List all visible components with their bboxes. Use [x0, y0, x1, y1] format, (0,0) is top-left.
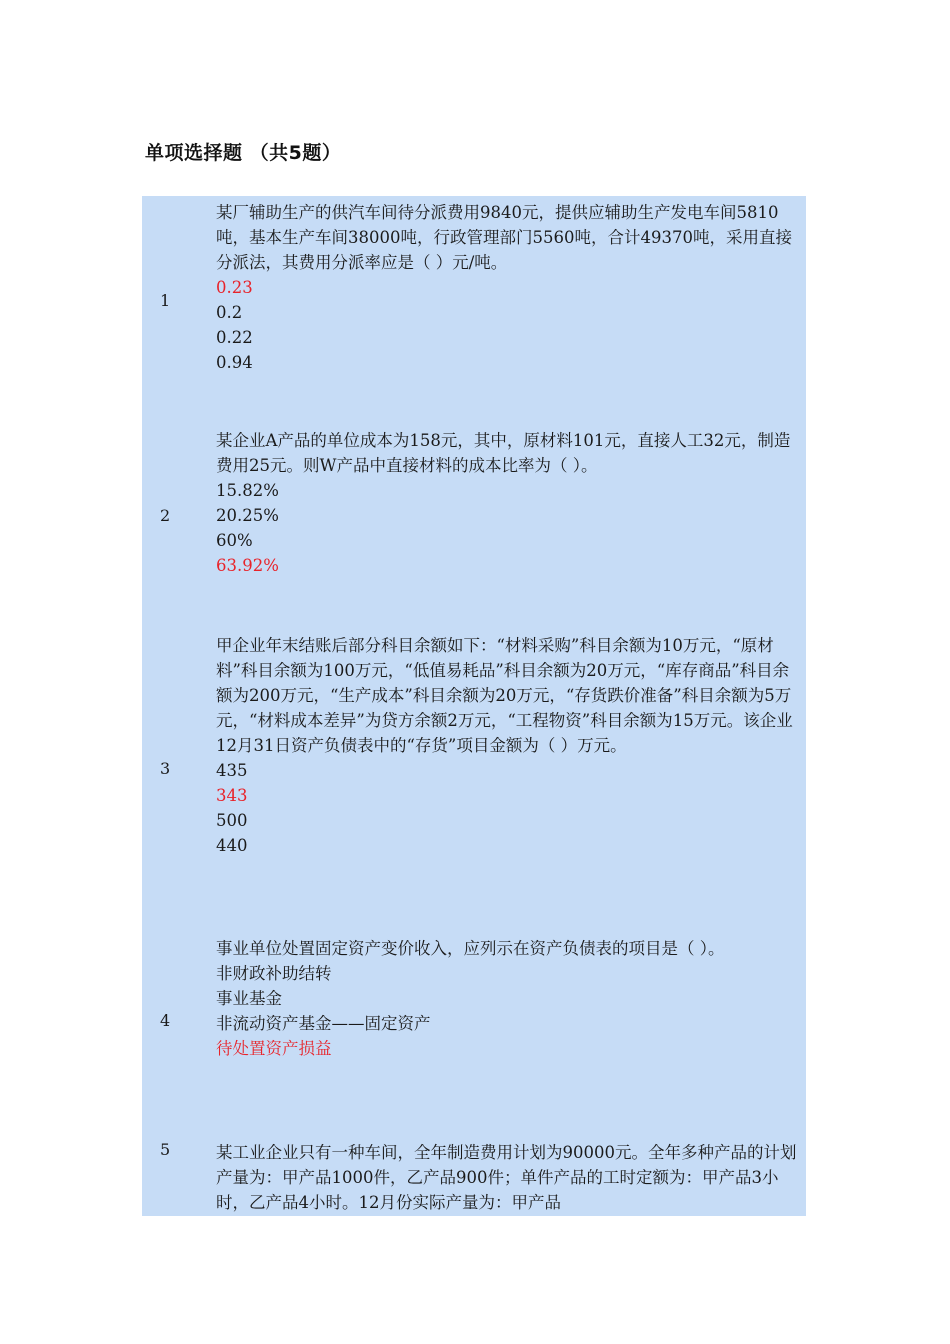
option-d[interactable]: 63.92%	[216, 556, 279, 575]
option-b[interactable]: 事业基金	[216, 989, 282, 1008]
question-stem: 某厂辅助生产的供汽车间待分派费用9840元，提供应辅助生产发电车间5810吨，基本生产车间38000吨，行政管理部门5560吨，合计49370吨，采用直接分派法，其费用分派率应是（ ）元/吨。	[216, 203, 792, 272]
question-stem: 事业单位处置固定资产变价收入，应列示在资产负债表的项目是（ ）。	[216, 939, 725, 958]
option-d[interactable]: 440	[216, 836, 248, 855]
option-b[interactable]: 343	[216, 786, 248, 805]
question-stem: 某工业企业只有一种车间，全年制造费用计划为90000元。全年多种产品的计划产量为：甲产品1000件，乙产品900件；单件产品的工时定额为：甲产品3小时，乙产品4小时。12月份实际产量为：甲产品	[216, 1143, 797, 1212]
option-b[interactable]: 0.2	[216, 303, 243, 322]
question-number: 1	[160, 291, 171, 310]
option-a[interactable]: 15.82%	[216, 481, 279, 500]
option-c[interactable]: 60%	[216, 531, 253, 550]
option-b[interactable]: 20.25%	[216, 506, 279, 525]
option-c[interactable]: 500	[216, 811, 248, 830]
question-number: 3	[160, 759, 171, 778]
option-d[interactable]: 0.94	[216, 353, 253, 372]
question-stem: 某企业A产品的单位成本为158元，其中，原材料101元，直接人工32元，制造费用25元。则W产品中直接材料的成本比率为（ ）。	[216, 431, 791, 475]
question-number: 2	[160, 506, 171, 525]
option-c[interactable]: 非流动资产基金——固定资产	[216, 1014, 431, 1033]
section-title: 单项选择题 （共5题）	[145, 142, 342, 164]
option-d[interactable]: 待处置资产损益	[216, 1039, 332, 1058]
question-panel	[142, 196, 806, 1216]
option-a[interactable]: 435	[216, 761, 248, 780]
question-stem: 甲企业年末结账后部分科目余额如下：“材料采购”科目余额为10万元，“原材料”科目余额为100万元，“低值易耗品”科目余额为20万元，“库存商品”科目余额为200万元，“生产成本”科目余额为20万元，“存货跌价准备”科目余额为5万元，“材料成本差异”为贷方余额2万元，“工程物资”科目余额为15万元。该企业12月31日资产负债表中的“存货”项目金额为（ ）万元。	[216, 636, 793, 755]
question-number: 5	[160, 1140, 171, 1159]
option-a[interactable]: 非财政补助结转	[216, 964, 332, 983]
question-number: 4	[160, 1011, 171, 1030]
option-a[interactable]: 0.23	[216, 278, 253, 297]
option-c[interactable]: 0.22	[216, 328, 253, 347]
